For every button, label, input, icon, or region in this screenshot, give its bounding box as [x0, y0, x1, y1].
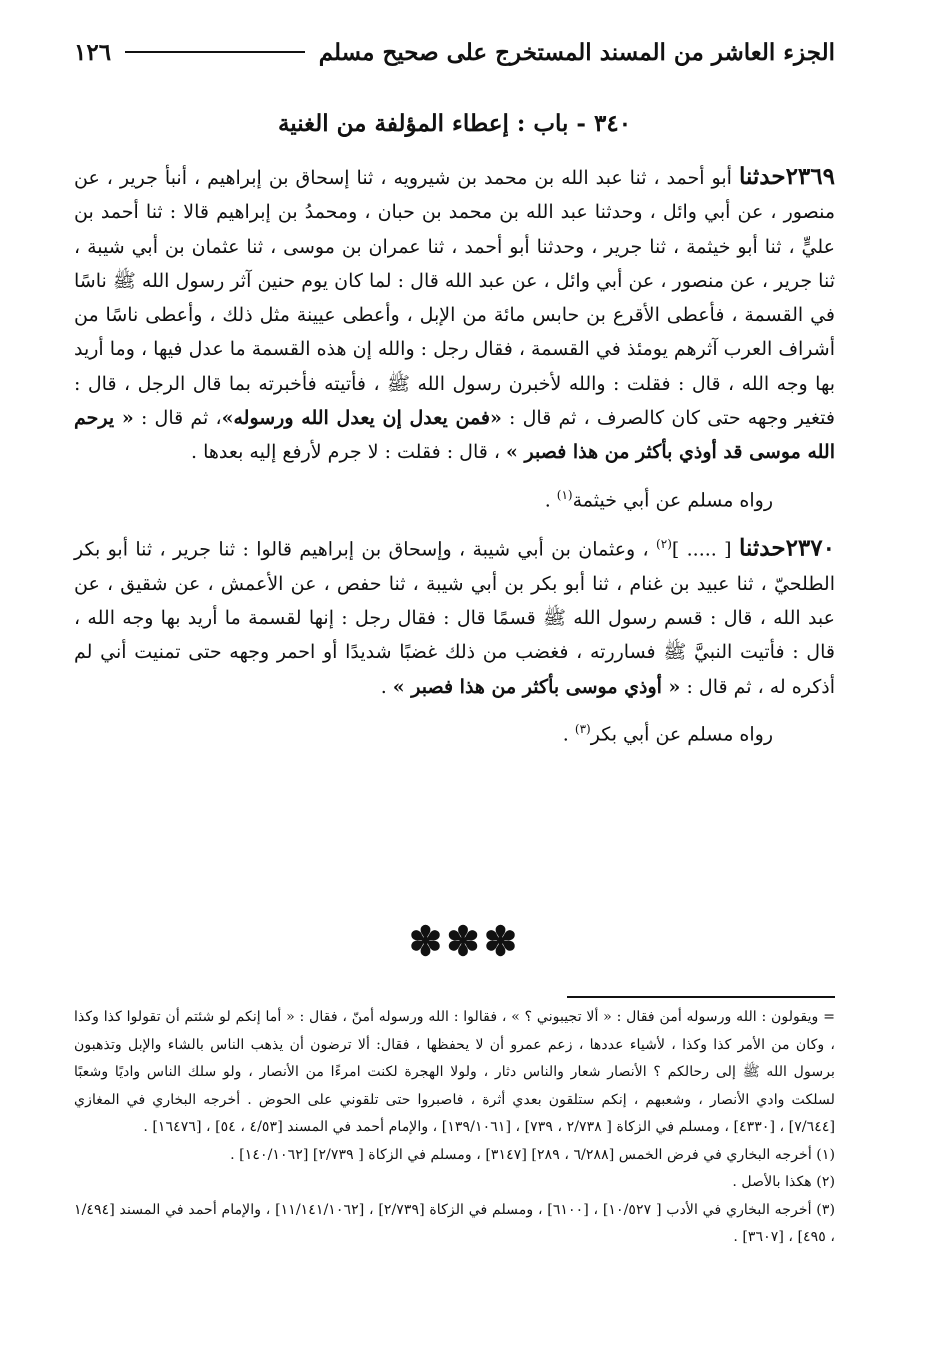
hadith-text: أبو أحمد ، ثنا عبد الله بن محمد بن شيرويه ، ثنا إسحاق بن إبراهيم ، أنبأ جرير ، عن منصور ، عن أبي وائل ، وحدثنا عبد الله بن محمد بن حبان ، ومحمدُ بن إبراهيم قالا : ثنا أحمد بن عليٍّ ، ثنا أبو خيثمة ، ثنا جرير ، وحدثنا أبو أحمد ، ثنا عمران بن موسى ، ثنا عثمان بن أبي شيبة ، ثنا جرير ، عن منصور ، عن أبي وائل ، عن عبد الله قال : لما كان يوم حنين آثر رسول الله ﷺ ناسًا في القسمة ، فأعطى الأقرع بن حابس مائة من الإبل ، وأعطى عيينة مثل ذلك ، وأعطى ناسًا من أشراف العرب آثرهم يومئذ في القسمة ، فقال رجل : والله إن هذه القسمة ما عدل فيها ، وما أريد بها وجه الله ، قال : فقلت : والله لأخبرن رسول الله ﷺ ، فأتيته فأخبرته بما قال الرجل ، قال : فتغير وجهه حتى كان كالصرف ، ثم قال :: [74, 167, 835, 430]
prophetic-quote: « أوذي موسى بأكثر من هذا فصبر »: [392, 675, 681, 698]
page-number: ١٢٦: [74, 38, 112, 66]
hadith-opening: حدثنا: [738, 163, 786, 190]
hadith-number: ٢٣٧٠: [785, 534, 835, 562]
chapter-title: ٣٤٠ - باب : إعطاء المؤلفة من الغنية: [277, 110, 632, 137]
main-text: [74, 160, 835, 761]
attribution-text: رواه مسلم عن أبي خيثمة: [572, 489, 773, 511]
footnote-3: (٣) أخرجه البخاري في الأدب [ ١٠/٥٢٧] ، [٦١٠٠] ، ومسلم في الزكاة [٢/٧٣٩] ، [١١/١٤١/١٠٦٢] ، والإمام أحمد في المسند [١/٤٩٤ ، ٤٩٥] ، [٣٦٠٧] .: [74, 1201, 836, 1245]
section-separator: ✽✽✽: [408, 918, 522, 965]
footnote-continuation: = ويقولون : الله ورسوله أمن فقال : « ألا تجيبوني ؟ » ، فقالوا : الله ورسوله أمنّ ، فقال : « أما إنكم لو شئتم أن تقولوا كذا وكذا ، وكان من الأمر كذا وكذا ، لأشياء عددها ، زعم عمرو أن لا يحفظها ، فقال: ألا ترضون أن يذهب الناس بالشاء والإبل وتذهبون برسول الله ﷺ إلى رحالكم ؟ الأنصار شعار والناس دثار ، ولولا الهجرة لكنت امرءًا من الأنصار ، ولو سلك الناس واديًا وشعبًا لسلكت وادي الأنصار ، وشعبهم ، إنكم ستلقون بعدي أثرة ، فاصبروا حتى تلقوني على الحوض . أخرجه البخاري في المغازي [٧/٦٤٤] ، [٤٣٣٠] ، ومسلم في الزكاة [ ٢/٧٣٨ ، ٧٣٩] ، [١٣٩/١٠٦١] ، والإمام أحمد في المسند [٤/٥٣ ، ٥٤] ، [١٦٤٧٦] .: [74, 1009, 835, 1135]
footnote-1: (١) أخرجه البخاري في فرض الخمس [٦/٢٨٨ ، ٢٨٩] [٣١٤٧] ، ومسلم في الزكاة [ ٢/٧٣٩] [١٤٠/١٠٦٢] .: [230, 1146, 835, 1163]
prophetic-quote: «فمن يعدل إن يعدل الله ورسوله»: [221, 407, 502, 430]
footnote-ref[interactable]: (٢): [656, 537, 672, 551]
attribution-end: .: [544, 489, 557, 511]
running-header: [74, 32, 835, 72]
lacuna-marker: [ ..... ]: [671, 538, 739, 561]
footnote-ref[interactable]: (٣): [574, 721, 591, 736]
footnotes: [74, 1004, 835, 1252]
book-title: الجزء العاشر من المسند المستخرج على صحيح مسلم: [318, 38, 835, 66]
footnote-rule: [567, 996, 835, 998]
hadith-text: ، وعثمان بن أبي شيبة ، وإسحاق بن إبراهيم قالوا : ثنا جرير ، ثنا أبو بكر الطلحيّ ، ثنا عبيد بن غنام ، ثنا أبو بكر بن أبي شيبة ، ثنا حفص ، عن الأعمش ، عن شقيق ، عن عبد الله ، قال : قسم رسول الله ﷺ قسمًا قال : فقال رجل : إنها لقسمة ما أريد بها وجه الله ، قال : فأتيت النبيَّ ﷺ فساررته ، فغضب من ذلك غضبًا شديدًا أو احمر وجهه حتى تمنيت أني لم أذكره له ، ثم قال :: [74, 538, 835, 698]
hadith-2370: [74, 527, 835, 704]
hadith-text: ، قال : فقلت : لا جرم لأرفع إليه بعدها .: [191, 441, 507, 464]
attribution-line: [74, 478, 835, 517]
hadith-2369: [74, 160, 835, 470]
attribution-end: .: [562, 723, 575, 746]
prophetic-quote: « يرحم الله موسى قد أوذي بأكثر من هذا فصبر »: [74, 407, 835, 464]
footnote-ref[interactable]: (١): [556, 487, 573, 502]
header-rule: [125, 51, 305, 53]
hadith-number: ٢٣٦٩: [785, 163, 835, 190]
hadith-text: ، ثم قال :: [133, 407, 222, 430]
footnote-2: (٢) هكذا بالأصل .: [732, 1174, 835, 1190]
hadith-text: .: [380, 675, 393, 698]
attribution-line: [74, 712, 835, 751]
hadith-opening: حدثنا: [738, 534, 786, 562]
attribution-text: رواه مسلم عن أبي بكر: [590, 723, 773, 746]
